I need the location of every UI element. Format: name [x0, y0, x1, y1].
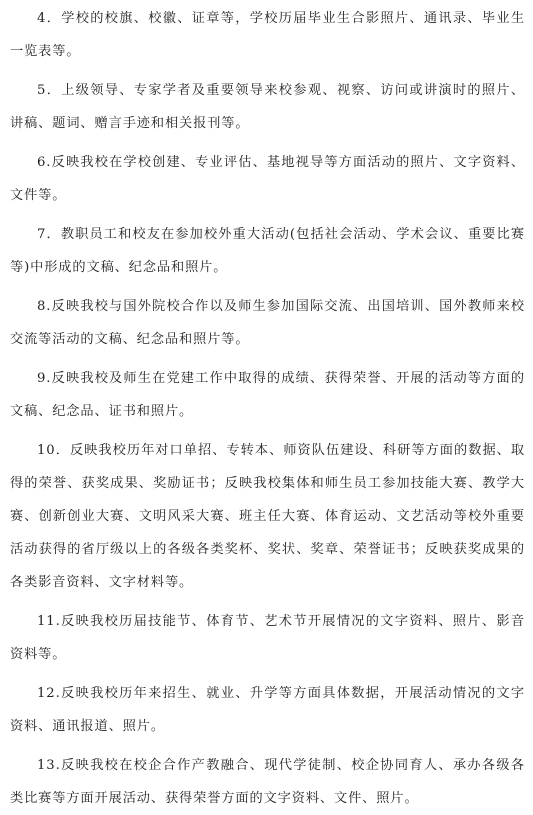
- list-item-13: 13.反映我校在校企合作产教融合、现代学徒制、校企协同育人、承办各级各类比赛等方面开展活动、获得荣誉方面的文字资料、文件、照片。: [10, 758, 525, 806]
- list-item-12: 12.反映我校历年来招生、就业、升学等方面具体数据，开展活动情况的文字资料、通讯报道、照片。: [10, 686, 525, 734]
- list-item-4: 4．学校的校旗、校徽、证章等，学校历届毕业生合影照片、通讯录、毕业生一览表等。: [10, 11, 525, 59]
- list-item-7: 7．教职员工和校友在参加校外重大活动(包括社会活动、学术会议、重要比赛等)中形成的文稿、纪念品和照片。: [10, 227, 525, 275]
- list-item-5: 5．上级领导、专家学者及重要领导来校参观、视察、访问或讲演时的照片、讲稿、题词、赠言手迹和相关报刊等。: [10, 83, 525, 131]
- list-item-8: 8.反映我校与国外院校合作以及师生参加国际交流、出国培训、国外教师来校交流等活动的文稿、纪念品和照片等。: [10, 299, 525, 347]
- list-item-6: 6.反映我校在学校创建、专业评估、基地视导等方面活动的照片、文字资料、文件等。: [10, 155, 525, 203]
- list-item-10: 10．反映我校历年对口单招、专转本、师资队伍建设、科研等方面的数据、取得的荣誉、获奖成果、奖励证书；反映我校集体和师生员工参加技能大赛、教学大赛、创新创业大赛、文明风采大赛、班主任大赛、体育运动、文艺活动等校外重要活动获得的省厅级以上的各级各类奖杯、奖状、奖章、荣誉证书；反映获奖成果的各类影音资料、文字材料等。: [10, 443, 525, 590]
- list-item-9: 9.反映我校及师生在党建工作中取得的成绩、获得荣誉、开展的活动等方面的文稿、纪念品、证书和照片。: [10, 371, 525, 419]
- list-item-11: 11.反映我校历届技能节、体育节、艺术节开展情况的文字资料、照片、影音资料等。: [10, 614, 525, 662]
